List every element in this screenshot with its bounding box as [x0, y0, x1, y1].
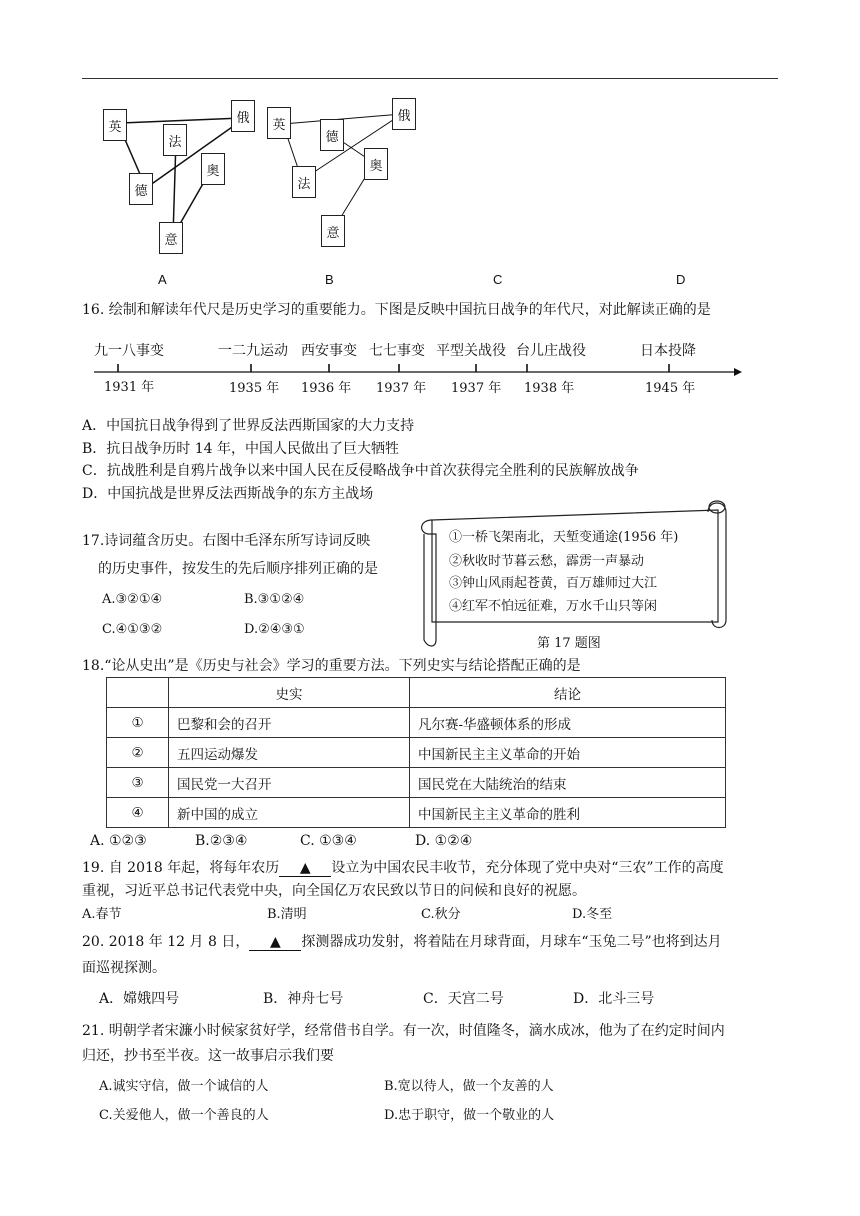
diagram-label-c: C [493, 272, 503, 287]
q19-stem-line2: 重视，习近平总书记代表党中央，向全国亿万农民致以节日的问候和良好的祝愿。 [82, 883, 586, 899]
q16-option-a: A．中国抗日战争得到了世界反法西斯国家的大力支持 [82, 418, 415, 434]
node-a-yi: 意 [159, 222, 183, 254]
q17-stem-line1: 17.诗词蕴含历史。右图中毛泽东所写诗词反映 [82, 533, 371, 549]
q19-stem-line1 [82, 857, 724, 877]
event-surrender: 日本投降 [640, 343, 696, 359]
q21-stem-line1: 21. 明朝学者宋濂小时候家贫好学，经常借书自学。有一次，时值隆冬，滴水成冰，他为了在约定时间内 [82, 1023, 725, 1039]
poem-3: ③钟山风雨起苍黄，百万雄师过大江 [449, 576, 658, 591]
year-1938: 1938 年 [524, 381, 575, 396]
q18-table [106, 677, 726, 828]
q20-option-b: B．神舟七号 [263, 991, 344, 1007]
row-conclusion: 中国新民主主义革命的开始 [410, 738, 726, 768]
row-fact: 新中国的成立 [169, 798, 410, 828]
year-1937a: 1937 年 [376, 381, 427, 396]
row-num: ③ [107, 768, 169, 798]
q17-option-d: D.②④③① [244, 622, 305, 637]
q17-option-a: A.③②①④ [102, 592, 163, 607]
year-1935: 1935 年 [229, 381, 280, 396]
q17-stem-line2: 的历史事件，按发生的先后顺序排列正确的是 [98, 561, 378, 577]
node-b-e: 俄 [392, 98, 416, 130]
q19-option-c: C.秋分 [421, 907, 461, 922]
q21-option-b: B.宽以待人，做一个友善的人 [384, 1079, 554, 1094]
table-row [107, 798, 726, 828]
event-129: 一二九运动 [218, 343, 288, 359]
q20-option-a: A．嫦娥四号 [99, 991, 180, 1007]
row-conclusion: 凡尔赛-华盛顿体系的形成 [410, 708, 726, 738]
q17-option-b: B.③①②④ [244, 592, 305, 607]
q19-answer-blank[interactable]: ▲ [279, 860, 331, 877]
table-row [107, 768, 726, 798]
q16-option-c: C．抗战胜利是自鸦片战争以来中国人民在反侵略战争中首次获得完全胜利的民族解放战争 [82, 463, 639, 479]
q18-option-b: B.②③④ [195, 833, 248, 849]
q21-option-a: A.诚实守信，做一个诚信的人 [99, 1079, 269, 1094]
event-918: 九一八事变 [94, 343, 164, 359]
poem-4: ④红军不怕远征难，万水千山只等闲 [449, 599, 658, 614]
poem-2: ②秋收时节暮云愁，霹雳一声暴动 [449, 554, 645, 569]
event-taierzhuang: 台儿庄战役 [516, 343, 586, 359]
row-num: ① [107, 708, 169, 738]
q18-option-a: A. ①②③ [90, 833, 147, 849]
q17-caption: 第 17 题图 [537, 636, 601, 651]
q20-stem-pre: 20. 2018 年 12 月 8 日， [82, 934, 250, 950]
row-fact: 巴黎和会的召开 [169, 708, 410, 738]
event-77: 七七事变 [369, 343, 425, 359]
node-a-ying: 英 [103, 109, 127, 141]
q20-stem-post: 探测器成功发射，将着陆在月球背面，月球车“玉兔二号”也将到达月 [301, 934, 722, 950]
poem-1: ①一桥飞架南北，天堑变通途(1956 年) [449, 530, 679, 545]
q20-option-d: D．北斗三号 [573, 991, 655, 1007]
q18-option-d: D. ①②④ [415, 833, 473, 849]
q21-stem-line2: 归还，抄书至半夜。这一故事启示我们要 [82, 1048, 334, 1064]
year-1931: 1931 年 [104, 380, 155, 395]
table-header-fact: 史实 [169, 678, 410, 708]
node-b-fa: 法 [292, 166, 316, 198]
q18-option-c: C. ①③④ [300, 833, 357, 849]
q20-stem-line2: 面巡视探测。 [82, 960, 166, 976]
q16-option-d: D．中国抗战是世界反法西斯战争的东方主战场 [82, 486, 374, 502]
q21-option-d: D.忠于职守，做一个敬业的人 [384, 1108, 555, 1123]
q18-stem: 18.“论从史出”是《历史与社会》学习的重要方法。下列史实与结论搭配正确的是 [82, 658, 581, 674]
diagram-label-b: B [325, 272, 334, 287]
row-conclusion: 国民党在大陆统治的结束 [410, 768, 726, 798]
event-pingxingguan: 平型关战役 [436, 343, 506, 359]
node-b-yi: 意 [321, 215, 345, 247]
q19-option-a: A.春节 [82, 907, 122, 922]
q16-option-b: B．抗日战争历时 14 年，中国人民做出了巨大牺牲 [82, 441, 400, 457]
row-fact: 国民党一大召开 [169, 768, 410, 798]
q21-option-c: C.关爱他人，做一个善良的人 [99, 1108, 269, 1123]
row-num: ④ [107, 798, 169, 828]
node-a-ao: 奥 [201, 153, 225, 185]
node-b-ying: 英 [267, 107, 291, 139]
q19-option-d: D.冬至 [572, 907, 613, 922]
year-1936: 1936 年 [301, 381, 352, 396]
year-1945: 1945 年 [645, 381, 696, 396]
year-1937b: 1937 年 [451, 381, 502, 396]
table-row [107, 738, 726, 768]
q19-stem-pre: 19. 自 2018 年起，将每年农历 [82, 860, 280, 876]
node-a-de: 德 [129, 173, 153, 205]
row-fact: 五四运动爆发 [169, 738, 410, 768]
q20-answer-blank[interactable]: ▲ [249, 934, 301, 951]
table-header-row [107, 678, 726, 708]
table-header-conclusion: 结论 [410, 678, 726, 708]
node-a-e: 俄 [231, 100, 255, 132]
row-num: ② [107, 738, 169, 768]
q20-stem-line1 [82, 931, 722, 951]
event-xian: 西安事变 [301, 343, 357, 359]
table-header-empty [107, 678, 169, 708]
table-row [107, 708, 726, 738]
node-b-ao: 奥 [364, 148, 388, 180]
diagram-label-d: D [676, 272, 686, 287]
q19-option-b: B.清明 [267, 907, 307, 922]
diagram-label-a: A [158, 272, 167, 287]
q19-stem-post: 设立为中国农民丰收节，充分体现了党中央对“三农”工作的高度 [331, 860, 724, 876]
q16-stem: 16. 绘制和解读年代尺是历史学习的重要能力。下图是反映中国抗日战争的年代尺，对此解读正确的是 [82, 302, 711, 318]
q17-option-c: C.④①③② [102, 622, 163, 637]
row-conclusion: 中国新民主主义革命的胜利 [410, 798, 726, 828]
node-b-de: 德 [320, 119, 344, 151]
node-a-fa: 法 [163, 124, 187, 156]
q20-option-c: C．天宫二号 [423, 991, 504, 1007]
